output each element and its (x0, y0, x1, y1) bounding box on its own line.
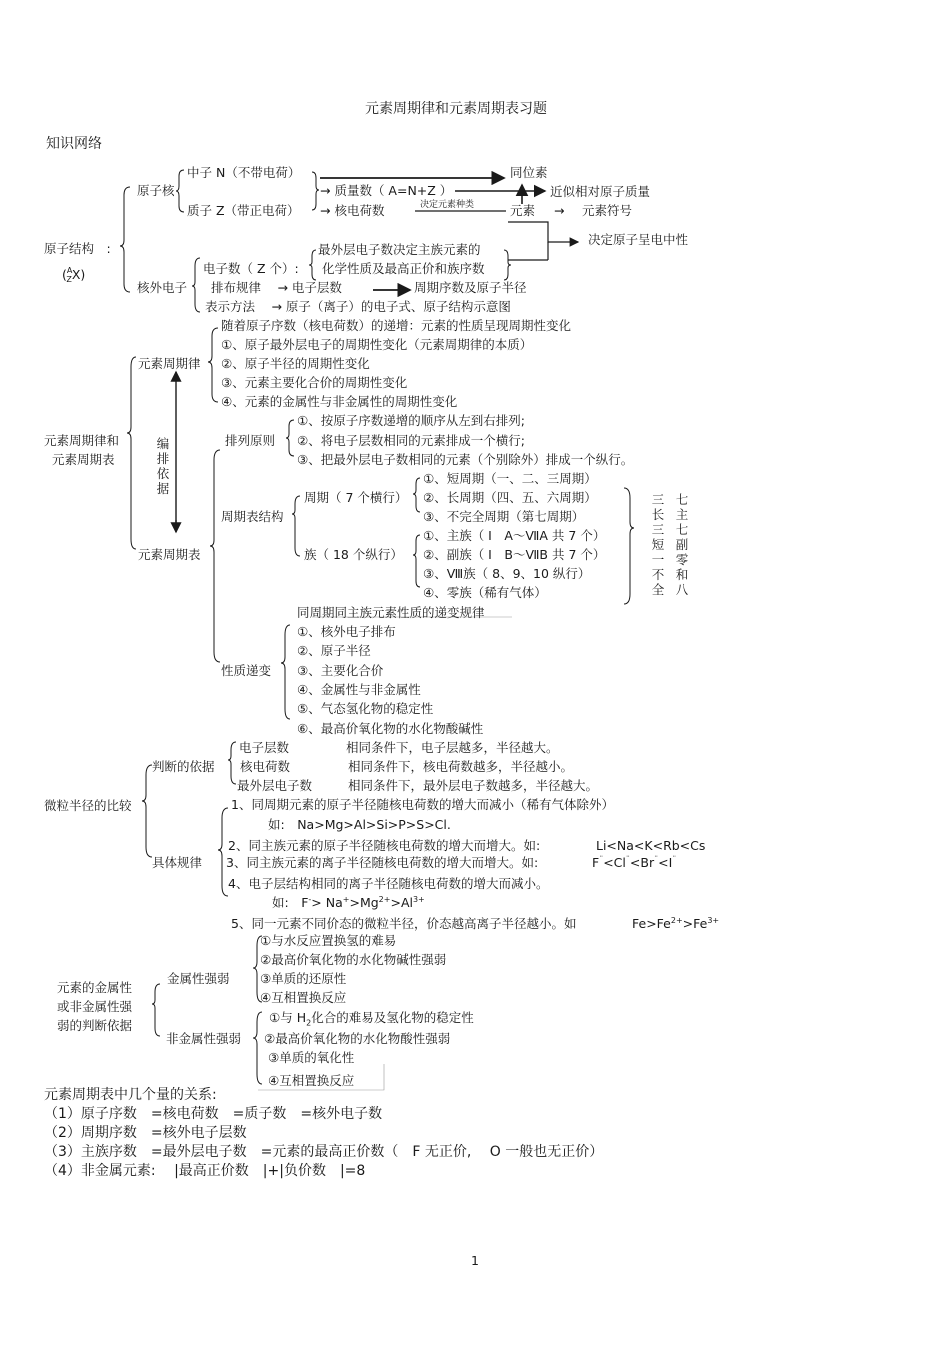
period-item-1: ①、短周期（一、二、三周期） (423, 471, 597, 486)
rule-2-example: Li<Na<K<Rb<Cs (596, 838, 706, 853)
brace-rules (218, 808, 228, 896)
period-item-3: ③、不完全周期（第七周期） (423, 509, 585, 524)
metal-title-2: 或非金属性强 (57, 999, 133, 1014)
basis-key-1: 电子层数 (239, 740, 290, 755)
element-arrow: → (554, 203, 565, 218)
law-item-2: ②、原子半径的周期性变化 (221, 356, 370, 371)
periodic-table-label: 元素周期表 (138, 547, 201, 562)
brace-electrons (192, 258, 200, 312)
metallic-item-2: ②最高价氧化物的水化物碱性强弱 (260, 952, 447, 967)
rule-3: 3、同主族元素的离子半径随核电荷数的增大而增大。如: (226, 855, 539, 870)
nonmetallic-label: 非金属性强弱 (166, 1031, 242, 1046)
brace-basis (228, 742, 236, 784)
brace-period (413, 478, 420, 512)
relative-mass-label: 近似相对原子质量 (550, 184, 651, 199)
law-intro: 随着原子序数（核电荷数）的递增：元素的性质呈现周期性变化 (221, 318, 572, 333)
trend-item-3: ③、主要化合价 (297, 663, 384, 678)
brace-metal (152, 984, 160, 1036)
group-item-4: ④、零族（稀有气体） (423, 585, 547, 600)
property-trend-label: 性质递变 (221, 663, 272, 678)
brace-radius (142, 765, 152, 857)
basis-label: 判断的依据 (152, 759, 215, 774)
brace-nonmetallic (253, 1012, 262, 1084)
group-item-3: ③、Ⅷ族（ 8、9、10 纵行） (423, 566, 591, 581)
nonmetallic-item-2: ②最高价氧化物的水化物酸性强弱 (264, 1031, 451, 1046)
root-label-2: 元素周期表 (52, 452, 115, 467)
proton-label: 质子 Z（带正电荷） (187, 203, 300, 218)
groups-label: 族（ 18 个纵行） (304, 547, 403, 562)
table-structure-label: 周期表结构 (221, 509, 284, 524)
basis-value-1: 相同条件下，电子层越多，半径越大。 (346, 740, 559, 755)
trend-item-6: ⑥、最高价氧化物的水化物酸碱性 (297, 721, 484, 736)
relation-2: （2）周期序数 =核外电子层数 (44, 1125, 247, 1141)
brace-table (210, 450, 220, 662)
metallic-item-3: ③单质的还原性 (260, 971, 347, 986)
rule-5-example: $Fe>Fe^{2+}>Fe^{3+}$ (632, 915, 720, 931)
metallic-label: 金属性强弱 (167, 971, 230, 986)
notation-label: 表示方法 → 原子（离子）的电子式、原子结构示意图 (205, 299, 511, 314)
law-item-3: ③、元素主要化合价的周期性变化 (221, 375, 408, 390)
rule-1-example: 如: Na>Mg>Al>Si>P>S>Cl. (268, 817, 451, 832)
brace-valence (309, 250, 316, 280)
basis-key-3: 最外层电子数 (237, 778, 313, 793)
basis-key-2: 核电荷数 (240, 759, 291, 774)
rule-2: 2、同主族元素的原子半径随核电荷数的增大而增大。如: (228, 838, 541, 853)
root-label-1: 元素周期律和 (44, 433, 120, 448)
brace-law (208, 328, 218, 402)
atom-symbol: ($^A_Z$X) (62, 266, 86, 284)
mnemonic-left: 三长三短一不全 (651, 492, 665, 597)
brace-pn (312, 172, 319, 210)
atom-structure-label: 原子结构 : (44, 241, 111, 256)
period-item-2: ②、长周期（四、五、六周期） (423, 490, 597, 505)
mnemonic-right: 七主七副零和八 (675, 492, 689, 597)
trend-title: 同周期同主族元素性质的递变规律 (297, 605, 485, 620)
relation-4: （4）非金属元素: |最高正价数 |+|负价数 |=8 (44, 1163, 366, 1179)
nuclear-charge: → 核电荷数 (320, 203, 385, 218)
relations-title: 元素周期表中几个量的关系: (44, 1087, 217, 1103)
decides-element-note: 决定元素种类 (420, 200, 475, 210)
law-item-1: ①、原子最外层电子的周期性变化（元素周期律的本质） (221, 337, 533, 352)
metal-title-1: 元素的金属性 (57, 980, 133, 995)
brace-root (127, 357, 136, 549)
nonmetallic-item-3: ③单质的氧化性 (268, 1050, 355, 1065)
element-symbol-label: 元素符号 (582, 203, 633, 218)
outer-valence-2: 化学性质及最高正价和族序数 (322, 261, 485, 276)
periods-label: 周期（ 7 个横行） (304, 490, 408, 505)
basis-value-2: 相同条件下，核电荷数越多，半径越小。 (348, 759, 574, 774)
brace-atom (120, 187, 130, 292)
trend-item-4: ④、金属性与非金属性 (297, 682, 421, 697)
periodic-law-label: 元素周期律 (138, 356, 201, 371)
law-item-4: ④、元素的金属性与非金属性的周期性变化 (221, 394, 458, 409)
page-title: 元素周期律和元素周期表习题 (365, 101, 547, 117)
arrangement-rule: 排布规律 → 电子层数 (211, 280, 342, 295)
metallic-item-4: ④互相置换反应 (260, 990, 347, 1005)
arrange-item-2: ②、将电子层数相同的元素排成一个横行; (297, 433, 525, 448)
group-item-2: ②、副族（ I B～ⅦB 共 7 个） (423, 547, 606, 562)
isotope-label: 同位素 (510, 165, 548, 180)
element-label: 元素 (510, 203, 536, 218)
electron-count: 电子数（ Z 个）: (203, 261, 299, 276)
metal-title-3: 弱的判断依据 (57, 1018, 133, 1033)
rules-label: 具体规律 (152, 855, 203, 870)
nonmetallic-item-1: ①与 $H_2$化合的难易及氢化物的稳定性 (269, 1010, 474, 1028)
rule-5: 5、同一元素不同价态的微粒半径，价态越高离子半径越小。如 (231, 916, 577, 931)
brace-principle (286, 420, 294, 456)
brace-nucleus (176, 170, 184, 212)
arrange-item-1: ①、按原子序数递增的顺序从左到右排列; (297, 413, 525, 428)
relation-3: （3）主族序数 =最外层电子数 =元素的最高正价数（ F 无正价, O 一般也无正价） (44, 1144, 604, 1160)
page-number: 1 (471, 1253, 479, 1268)
relation-1: （1）原子序数 =核电荷数 =质子数 =核外电子数 (44, 1106, 383, 1122)
brace-group (413, 535, 420, 587)
brace-mnemonic (624, 488, 634, 604)
rule-4: 4、电子层结构相同的离子半径随核电荷数的增大而减小。 (228, 876, 549, 891)
radius-title: 微粒半径的比较 (44, 798, 132, 813)
electrons-label: 核外电子 (137, 280, 188, 295)
arrange-principle-label: 排列原则 (225, 433, 276, 448)
outer-valence-1: 最外层电子数决定主族元素的 (318, 242, 481, 257)
rule-4-example: 如: $F^-> Na^+>Mg^{2+}>Al^{3+}$ (272, 894, 425, 910)
nonmetallic-item-4: ④互相置换反应 (268, 1073, 355, 1088)
group-item-1: ①、主族（ I A～ⅦA 共 7 个） (423, 528, 606, 543)
metallic-item-1: ①与水反应置换氢的难易 (260, 933, 397, 948)
mass-number: → 质量数（ A=N+Z ） (320, 183, 453, 198)
trend-item-2: ②、原子半径 (297, 643, 371, 658)
brace-trend (281, 625, 290, 719)
rule-3-example: F¨<Cl¨<Br¨<I¨ (592, 854, 677, 870)
trend-item-1: ①、核外电子排布 (297, 624, 396, 639)
brace-valence-r (504, 250, 511, 280)
basis-value-3: 相同条件下，最外层电子数越多，半径越大。 (348, 778, 599, 793)
nucleus-label: 原子核 (137, 183, 175, 198)
arrange-item-3: ③、把最外层电子数相同的元素（个别除外）排成一个纵行。 (297, 452, 634, 467)
period-radius-label: 周期序数及原子半径 (414, 280, 527, 295)
trend-item-5: ⑤、气态氢化物的稳定性 (297, 701, 434, 716)
rule-1: 1、同周期元素的原子半径随核电荷数的增大而减小（稀有气体除外） (231, 797, 614, 812)
section-heading: 知识网络 (46, 136, 102, 152)
compile-basis-label: 编排依据 (156, 436, 170, 496)
brace-structure (292, 496, 300, 556)
electric-neutral-label: 决定原子呈电中性 (588, 232, 689, 247)
neutron-label: 中子 N（不带电荷） (187, 165, 301, 180)
